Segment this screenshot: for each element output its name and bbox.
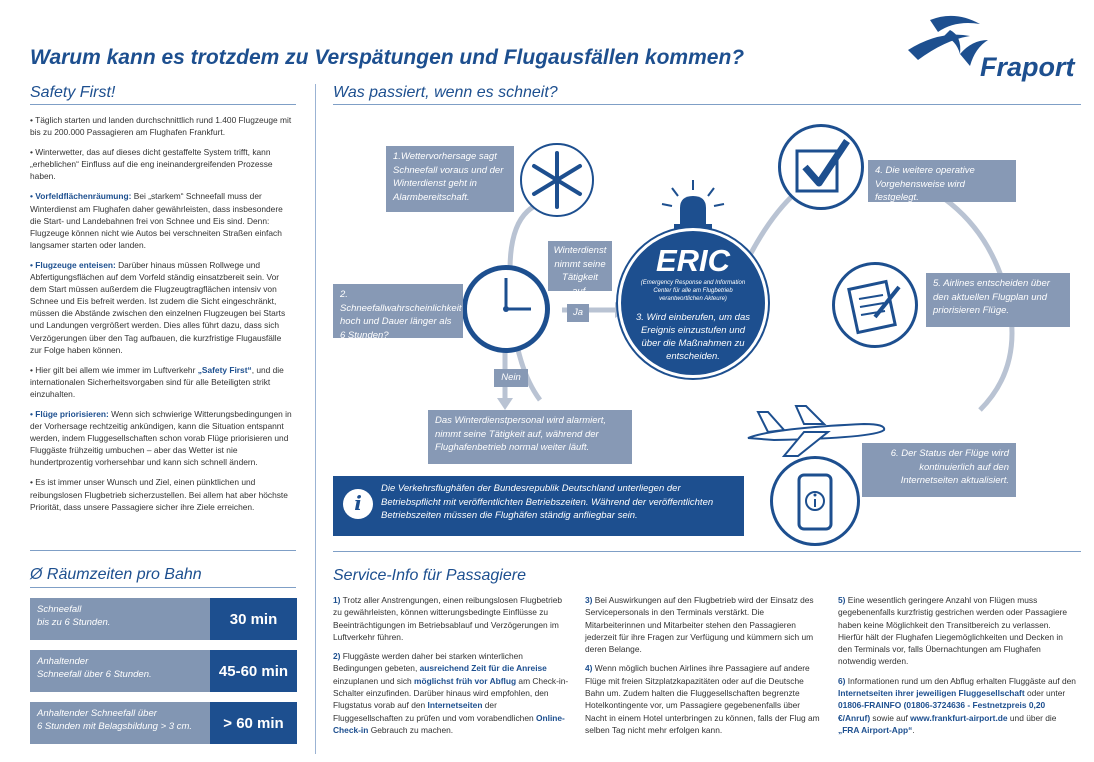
service-column-1 xyxy=(333,594,569,743)
paragraph: • Flüge priorisieren: Wenn sich schwierige Witterungsbedingungen in der Vorhersage rechtzeitig ankündigen, kann die Situation entspannt werden, indem Fluggesellschaften schon vorab Flüge priorisieren und Fluggäste frühzeitig umbuchen – aber das Wetter ist nie hundertprozentig vorhersehbar und kann sich schnell ändern. xyxy=(30,408,292,468)
ja-label: Ja xyxy=(567,304,589,322)
snowflake-icon xyxy=(520,143,594,217)
step-2-box: 2. Schneefallwahrscheinlichkeit hoch und Dauer länger als 6 Stunden? xyxy=(333,284,463,338)
service-column-3 xyxy=(838,594,1078,743)
left-column-text xyxy=(30,114,294,521)
paragraph: • Winterwetter, das auf dieses dicht gestaffelte System trifft, kann „erheblichen“ Einfluss auf die eng ineinandergreifenden Prozesse haben. xyxy=(30,147,273,182)
service-paragraph: 5) Eine wesentlich geringere Anzahl von Flügen muss gegebenenfalls kurzfristig gestrichen werden oder Passagiere haben keine Möglichkeit den Transitbereich zu verlassen. Hierfür hält der Flughafen Liegemöglichkeiten und Decken in den Terminals vor, falls Übernachtungen am Flughafen notwendig werden. xyxy=(838,595,1068,667)
divider xyxy=(30,550,296,551)
info-text: Die Verkehrsflughäfen der Bundesrepublik Deutschland unterliegen der Betriebspflicht mit veröffentlichten Betriebszeiten. Während der veröffentlichten Betriebszeiten müssen die Flughäfen ständig anfliegbar sein. xyxy=(381,483,714,521)
raeumzeit-row xyxy=(30,702,297,744)
divider xyxy=(30,587,296,588)
smartphone-icon xyxy=(770,456,860,546)
service-paragraph: 4) Wenn möglich buchen Airlines ihre Passagiere auf andere Flüge mit freien Sitzplatzkapazitäten oder auf die Deutsche Bahn um. Zudem halten die Fluggesellschaften begrenzte Hotelkontingente vor, um Passagiere gegebenenfalls über Nacht in einem Hotel unterbringen zu können, falls der Flug am selben Tag nicht mehr erfolgen kann. xyxy=(585,663,820,735)
eric-circle xyxy=(618,228,768,378)
divider xyxy=(30,104,296,105)
service-paragraph: 2) Fluggäste werden daher bei starken winterlichen Bedingungen gebeten, ausreichend Zeit für die Anreise einzuplanen und sich möglichst früh vor Abflug am Check-in-Schalter einzufinden. Darüber hinaus wird empfohlen, den Flugstatus vorab auf den Internetseiten der Fluggesellschaften zu prüfen und vom vorabendlichen Online-Check-in Gebrauch zu machen. xyxy=(333,651,569,735)
service-paragraph: 1) Trotz aller Anstrengungen, einen reibungslosen Flugbetrieb zu gewährleisten, können witterungsbedingte Einflüsse zu Beeinträchtigungen im Betriebsablauf und Verzögerungen im Luftverkehr führen. xyxy=(333,595,563,642)
eric-subtitle: (Emergency Response and Information Center für alle am Flugbetrieb verantwortlichen Akteure) xyxy=(640,280,746,302)
paragraph: • Hier gilt bei allem wie immer im Luftverkehr „Safety First“, und die internationalen Sicherheitsvorgaben sind für alle Beteiligten strikt einzuhalten. xyxy=(30,364,284,399)
raeumzeiten-heading: Ø Räumzeiten pro Bahn xyxy=(30,566,202,583)
diagram-heading: Was passiert, wenn es schneit? xyxy=(333,84,558,101)
winterdienst-box: Winterdienst nimmt seine Tätigkeit auf. xyxy=(548,241,612,291)
step-5-box: 5. Airlines entscheiden über den aktuellen Flugplan und priorisieren Flüge. xyxy=(926,273,1070,327)
fraport-logo xyxy=(900,10,1085,88)
page-title: Warum kann es trotzdem zu Verspätungen und Flugausfällen kommen? xyxy=(30,46,745,69)
eric-title: ERIC xyxy=(655,243,731,278)
service-paragraph: 3) Bei Auswirkungen auf den Flugbetrieb wird der Einsatz des Servicepersonals in den Terminals verstärkt. Die Mitarbeiterinnen und Mitarbeiter stehen den Passagieren jederzeit für ihre Fragen zur Verfügung und kümmern sich um deren Belange. xyxy=(585,595,814,655)
raeumzeit-value: 30 min xyxy=(210,598,297,640)
raeumzeit-value: 45-60 min xyxy=(210,650,297,692)
paragraph: • Vorfeldflächenräumung: Bei „starkem“ Schneefall muss der Winterdienst am Flughafen daher gewährleisten, dass insbesondere die Start- und Landebahnen frei von Schnee und Eis sind. Denn: Flugzeuge können nicht wie Autos bei verschneiten Straßen einfach langsamer starten oder landen. xyxy=(30,191,283,250)
step-6-box: 6. Der Status der Flüge wird kontinuierlich auf den Internetseiten aktualisiert. xyxy=(862,443,1016,497)
nein-label: Nein xyxy=(494,369,528,387)
checkmark-icon xyxy=(778,124,864,210)
raeumzeit-row xyxy=(30,598,297,640)
service-heading: Service-Info für Passagiere xyxy=(333,567,526,584)
info-icon: i xyxy=(343,489,373,519)
divider xyxy=(333,551,1081,552)
vertical-divider xyxy=(315,84,316,754)
logo-wordmark: Fraport xyxy=(980,52,1075,82)
paragraph: • Täglich starten und landen durchschnittlich rund 1.400 Flugzeuge mit bis zu 200.000 Passagieren am Flughafen Frankfurt. xyxy=(30,115,292,138)
step-3-text: 3. Wird einberufen, um das Ereignis einzustufen und über die Maßnahmen zu entscheiden. xyxy=(636,312,750,362)
raeumzeit-row xyxy=(30,650,297,692)
step-4-box: 4. Die weitere operative Vorgehensweise wird festgelegt. xyxy=(868,160,1016,202)
raeumzeit-label: Anhaltender Schneefall über 6 Stunden. xyxy=(37,656,152,680)
step-1-box: 1.Wettervorhersage sagt Schneefall voraus und der Winterdienst geht in Alarmbereitschaft. xyxy=(386,146,514,212)
info-box xyxy=(333,476,744,536)
arrow-head-icon xyxy=(497,398,513,410)
service-paragraph: 6) Informationen rund um den Abflug erhalten Fluggäste auf den Internetseiten ihrer jeweiligen Fluggesellschaft oder unter 01806-FRAINFO (01806-3724636 - Festnetzpreis 0,20 €/Anruf) sowie auf www.frankfurt-airport.de und über die „FRA Airport-App“. xyxy=(838,675,1076,735)
divider xyxy=(333,104,1081,105)
paragraph: • Es ist immer unser Wunsch und Ziel, einen pünktlichen und reibungslosen Flugbetrieb sicherzustellen. Bei allem hat aber höchste Priorität, dass unsere Passagiere sicher ihre Ziele erreichen. xyxy=(30,477,288,512)
raeumzeit-label: Anhaltender Schneefall über 6 Stunden mit Belagsbildung > 3 cm. xyxy=(37,708,192,732)
clock-icon xyxy=(462,265,550,353)
paragraph: • Flugzeuge enteisen: Darüber hinaus müssen Rollwege und Abfertigungsflächen auf dem Vorfeld ständig einsatzbereit sein. Vor dem Start müssen außerdem die Flugzeugtragflächen intensiv von Schnee und Eis befreit werden. Ist zudem die Sicht eingeschränkt, müssen die Abstände zwischen den einzelnen Flugzeugen bei Starts und Landungen vergrößert werden. Dies alles führt dazu, dass sich Verzögerungen über den Tag aufbauen, die kurzfristige Flugausfälle zur Folge haben können. xyxy=(30,259,286,355)
safety-first-heading: Safety First! xyxy=(30,84,116,101)
nein-result-box: Das Winterdienstpersonal wird alarmiert, nimmt seine Tätigkeit auf, während der Flughafenbetrieb normal weiter läuft. xyxy=(428,410,632,464)
clipboard-icon xyxy=(832,262,918,348)
raeumzeit-label: Schneefall bis zu 6 Stunden. xyxy=(37,604,111,628)
service-column-2 xyxy=(585,594,823,743)
raeumzeit-value: > 60 min xyxy=(210,702,297,744)
